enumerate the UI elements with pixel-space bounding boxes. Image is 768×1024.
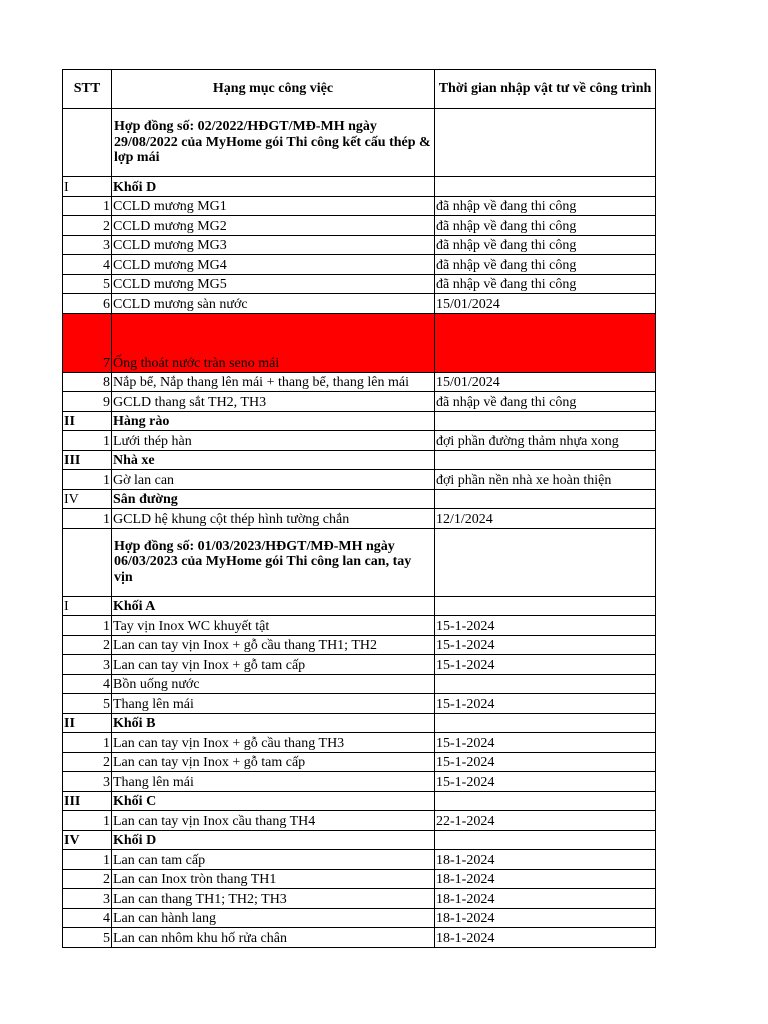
stt-cell: IV — [63, 830, 112, 850]
stt-cell: II — [63, 713, 112, 733]
time-cell: đợi phần đường thảm nhựa xong — [435, 431, 656, 451]
stt-cell — [63, 528, 112, 596]
section-row — [63, 596, 656, 616]
time-cell: 15/01/2024 — [435, 372, 656, 392]
section-row — [63, 177, 656, 197]
section-row — [63, 791, 656, 811]
time-cell: 18-1-2024 — [435, 928, 656, 948]
table-row — [63, 694, 656, 714]
item-cell: Khối D — [112, 830, 435, 850]
time-cell — [435, 313, 656, 372]
stt-cell: 1 — [63, 733, 112, 753]
table-row — [63, 811, 656, 831]
stt-cell: 4 — [63, 908, 112, 928]
item-cell: Khối C — [112, 791, 435, 811]
stt-cell: 1 — [63, 850, 112, 870]
item-cell: Thang lên mái — [112, 694, 435, 714]
stt-cell: 1 — [63, 811, 112, 831]
table-body — [63, 109, 656, 948]
header-row — [63, 70, 656, 109]
section-row — [63, 450, 656, 470]
time-cell: 15-1-2024 — [435, 733, 656, 753]
item-cell: Lan can tay vịn Inox cầu thang TH4 — [112, 811, 435, 831]
item-cell: Khối B — [112, 713, 435, 733]
table-row — [63, 772, 656, 792]
time-cell: đã nhập về đang thi công — [435, 216, 656, 236]
item-cell: Lan can tay vịn Inox + gỗ tam cấp — [112, 752, 435, 772]
header-stt: STT — [63, 70, 112, 109]
table-row — [63, 752, 656, 772]
time-cell: đợi phần nền nhà xe hoàn thiện — [435, 470, 656, 490]
time-cell — [435, 177, 656, 197]
stt-cell: 7 — [63, 313, 112, 372]
table-row — [63, 372, 656, 392]
item-cell: CCLD mương MG2 — [112, 216, 435, 236]
item-cell: Lan can nhôm khu hố rửa chân — [112, 928, 435, 948]
time-cell: 15-1-2024 — [435, 752, 656, 772]
item-cell: Hợp đồng số: 02/2022/HĐGT/MĐ-MH ngày 29/08/2022 của MyHome gói Thi công kết cấu thép & lợp mái — [112, 109, 435, 177]
time-cell: đã nhập về đang thi công — [435, 196, 656, 216]
stt-cell: 2 — [63, 869, 112, 889]
section-row — [63, 411, 656, 431]
table-row — [63, 674, 656, 694]
time-cell: đã nhập về đang thi công — [435, 255, 656, 275]
time-cell — [435, 674, 656, 694]
table-row — [63, 392, 656, 412]
stt-cell: 1 — [63, 470, 112, 490]
stt-cell: 2 — [63, 635, 112, 655]
time-cell: đã nhập về đang thi công — [435, 392, 656, 412]
time-cell: đã nhập về đang thi công — [435, 274, 656, 294]
table-row — [63, 235, 656, 255]
item-cell: Hợp đồng số: 01/03/2023/HĐGT/MĐ-MH ngày 06/03/2023 của MyHome gói Thi công lan can, tay vịn — [112, 528, 435, 596]
item-cell: Ống thoát nước tràn seno mái — [112, 313, 435, 372]
item-cell: Hàng rào — [112, 411, 435, 431]
item-cell: Lan can hành lang — [112, 908, 435, 928]
time-cell — [435, 830, 656, 850]
item-cell: Lan can tam cấp — [112, 850, 435, 870]
time-cell — [435, 791, 656, 811]
item-cell: CCLD mương MG1 — [112, 196, 435, 216]
stt-cell: 1 — [63, 196, 112, 216]
stt-cell: 3 — [63, 655, 112, 675]
item-cell: Lan can tay vịn Inox + gỗ cầu thang TH3 — [112, 733, 435, 753]
stt-cell: I — [63, 596, 112, 616]
table-row — [63, 509, 656, 529]
stt-cell: 4 — [63, 674, 112, 694]
table-row — [63, 850, 656, 870]
stt-cell: 1 — [63, 431, 112, 451]
time-cell: 18-1-2024 — [435, 908, 656, 928]
stt-cell: IV — [63, 489, 112, 509]
item-cell: Khối A — [112, 596, 435, 616]
stt-cell — [63, 109, 112, 177]
stt-cell: 1 — [63, 509, 112, 529]
schedule-table — [62, 69, 656, 948]
header-item: Hạng mục công việc — [112, 70, 435, 109]
section-row — [63, 830, 656, 850]
time-cell: 15-1-2024 — [435, 772, 656, 792]
table-row — [63, 255, 656, 275]
item-cell: GCLD hệ khung cột thép hình tường chắn — [112, 509, 435, 529]
item-cell: Lan can tay vịn Inox + gỗ tam cấp — [112, 655, 435, 675]
stt-cell: 8 — [63, 372, 112, 392]
header-time: Thời gian nhập vật tư về công trình — [435, 70, 656, 109]
table-row — [63, 616, 656, 636]
stt-cell: 3 — [63, 772, 112, 792]
item-cell: Sân đường — [112, 489, 435, 509]
contract-row — [63, 109, 656, 177]
item-cell: Lan can tay vịn Inox + gỗ cầu thang TH1; TH2 — [112, 635, 435, 655]
stt-cell: 6 — [63, 294, 112, 314]
time-cell: 22-1-2024 — [435, 811, 656, 831]
time-cell: 15-1-2024 — [435, 635, 656, 655]
item-cell: CCLD mương MG3 — [112, 235, 435, 255]
item-cell: Gờ lan can — [112, 470, 435, 490]
table-row — [63, 274, 656, 294]
item-cell: CCLD mương sàn nước — [112, 294, 435, 314]
table-row — [63, 908, 656, 928]
table-row — [63, 733, 656, 753]
stt-cell: III — [63, 450, 112, 470]
time-cell: 18-1-2024 — [435, 869, 656, 889]
time-cell: 15-1-2024 — [435, 694, 656, 714]
section-row — [63, 489, 656, 509]
table-row — [63, 196, 656, 216]
table-row — [63, 889, 656, 909]
item-cell: Lan can Inox tròn thang TH1 — [112, 869, 435, 889]
item-cell: Lan can thang TH1; TH2; TH3 — [112, 889, 435, 909]
stt-cell: 5 — [63, 694, 112, 714]
stt-cell: 4 — [63, 255, 112, 275]
time-cell — [435, 596, 656, 616]
item-cell: GCLD thang sắt TH2, TH3 — [112, 392, 435, 412]
item-cell: Thang lên mái — [112, 772, 435, 792]
time-cell: 12/1/2024 — [435, 509, 656, 529]
time-cell — [435, 528, 656, 596]
item-cell: Lưới thép hàn — [112, 431, 435, 451]
time-cell: 15-1-2024 — [435, 655, 656, 675]
item-cell: Khối D — [112, 177, 435, 197]
highlighted-row — [63, 313, 656, 372]
table-row — [63, 928, 656, 948]
time-cell — [435, 450, 656, 470]
time-cell: 15-1-2024 — [435, 616, 656, 636]
time-cell — [435, 109, 656, 177]
stt-cell: 1 — [63, 616, 112, 636]
time-cell: 18-1-2024 — [435, 889, 656, 909]
item-cell: CCLD mương MG4 — [112, 255, 435, 275]
stt-cell: 5 — [63, 274, 112, 294]
item-cell: Nắp bể, Nắp thang lên mái + thang bể, thang lên mái — [112, 372, 435, 392]
time-cell — [435, 411, 656, 431]
time-cell — [435, 713, 656, 733]
table-row — [63, 869, 656, 889]
stt-cell: 3 — [63, 889, 112, 909]
table-row — [63, 294, 656, 314]
section-row — [63, 713, 656, 733]
stt-cell: 5 — [63, 928, 112, 948]
table-row — [63, 635, 656, 655]
table-row — [63, 655, 656, 675]
contract-row — [63, 528, 656, 596]
item-cell: Bồn uống nước — [112, 674, 435, 694]
item-cell: Nhà xe — [112, 450, 435, 470]
stt-cell: 2 — [63, 216, 112, 236]
table-row — [63, 216, 656, 236]
table-row — [63, 431, 656, 451]
stt-cell: 3 — [63, 235, 112, 255]
item-cell: Tay vịn Inox WC khuyết tật — [112, 616, 435, 636]
stt-cell: 9 — [63, 392, 112, 412]
stt-cell: II — [63, 411, 112, 431]
item-cell: CCLD mương MG5 — [112, 274, 435, 294]
stt-cell: III — [63, 791, 112, 811]
time-cell — [435, 489, 656, 509]
table-row — [63, 470, 656, 490]
time-cell: đã nhập về đang thi công — [435, 235, 656, 255]
time-cell: 15/01/2024 — [435, 294, 656, 314]
stt-cell: I — [63, 177, 112, 197]
time-cell: 18-1-2024 — [435, 850, 656, 870]
stt-cell: 2 — [63, 752, 112, 772]
